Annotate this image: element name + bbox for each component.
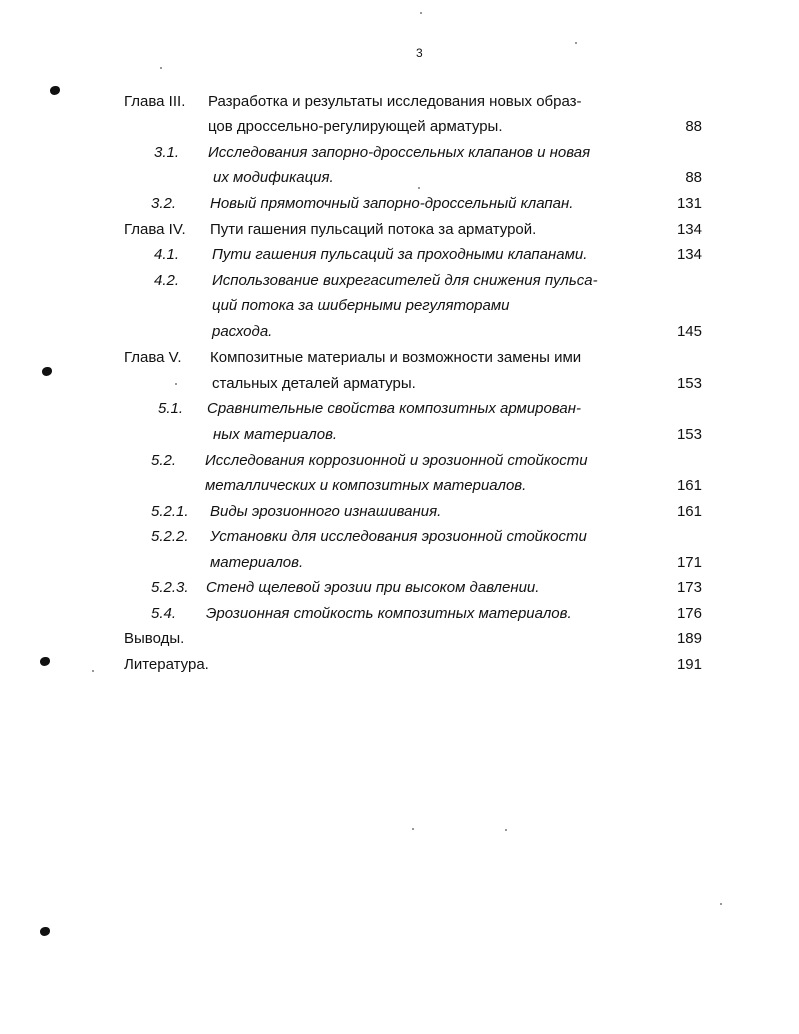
toc-text-4-2-line-1: Использование вихрегасителей для снижения пульса- [212, 272, 598, 289]
toc-label-5-2-3: 5.2.3. [151, 579, 189, 596]
toc-text-5-4: Эрозионная стойкость композитных материалов. [206, 605, 572, 622]
scan-speck [418, 187, 420, 189]
toc-text-4-2-line-2: ций потока за шиберными регуляторами [212, 297, 510, 314]
scan-blot [42, 367, 52, 376]
toc-page-5-2-3: 173 [676, 579, 702, 596]
toc-label-chapter-3: Глава III. [124, 93, 186, 110]
page-number: 3 [416, 46, 423, 60]
scan-speck [720, 903, 722, 905]
toc-text-4-1: Пути гашения пульсаций за проходными клапанами. [212, 246, 588, 263]
scan-blot [40, 657, 50, 666]
scan-speck [420, 12, 422, 14]
toc-page-3-1: 88 [685, 169, 702, 186]
scan-speck [92, 670, 94, 672]
toc-text-chapter-4: Пути гашения пульсаций потока за арматурой. [210, 221, 537, 238]
scan-speck [412, 828, 414, 830]
toc-page-4-2: 145 [676, 323, 702, 340]
toc-page-3-2: 131 [676, 195, 702, 212]
toc-page-conclusions: 189 [676, 630, 702, 647]
toc-text-4-2-line-3: расхода. [212, 323, 273, 340]
toc-page-chapter-3: 88 [685, 118, 702, 135]
toc-page-5-2: 161 [676, 477, 702, 494]
toc-label-chapter-4: Глава IV. [124, 221, 186, 238]
toc-text-5-1-line-1: Сравнительные свойства композитных армирован- [207, 400, 581, 417]
toc-label-5-1: 5.1. [158, 400, 184, 417]
scan-speck [575, 42, 577, 44]
scan-speck [175, 383, 177, 385]
toc-text-chapter-5-line-1: Композитные материалы и возможности замены ими [210, 349, 582, 366]
toc-label-references: Литература. [124, 656, 209, 673]
toc-label-4-2: 4.2. [154, 272, 180, 289]
toc-text-5-2-line-2: металлических и композитных материалов. [205, 477, 527, 494]
toc-text-5-2-1: Виды эрозионного изнашивания. [210, 503, 442, 520]
toc-page-5-2-2: 171 [676, 554, 702, 571]
toc-page-chapter-5: 153 [676, 375, 702, 392]
toc-label-5-2: 5.2. [151, 452, 177, 469]
toc-label-3-2: 3.2. [151, 195, 177, 212]
toc-text-3-1-line-1: Исследования запорно-дроссельных клапанов и новая [208, 144, 591, 161]
toc-page-5-1: 153 [676, 426, 702, 443]
toc-page-5-2-1: 161 [676, 503, 702, 520]
scan-blot [50, 86, 60, 95]
toc-text-5-2-3: Стенд щелевой эрозии при высоком давлении. [206, 579, 540, 596]
toc-text-chapter-5-line-2: стальных деталей арматуры. [212, 375, 416, 392]
toc-text-5-1-line-2: ных материалов. [213, 426, 338, 443]
toc-text-3-1-line-2: их модификация. [213, 169, 334, 186]
toc-page-references: 191 [676, 656, 702, 673]
scan-speck [160, 67, 162, 69]
toc-label-5-2-1: 5.2.1. [151, 503, 189, 520]
toc-text-3-2: Новый прямоточный запорно-дроссельный клапан. [210, 195, 574, 212]
toc-text-chapter-3-line-1: Разработка и результаты исследования новых образ- [208, 93, 582, 110]
toc-text-5-2-line-1: Исследования коррозионной и эрозионной стойкости [205, 452, 588, 469]
toc-page-chapter-4: 134 [676, 221, 702, 238]
scan-speck [505, 829, 507, 831]
toc-text-chapter-3-line-2: цов дроссельно-регулирующей арматуры. [208, 118, 503, 135]
toc-label-5-4: 5.4. [151, 605, 177, 622]
toc-page-5-4: 176 [676, 605, 702, 622]
toc-label-chapter-5: Глава V. [124, 349, 182, 366]
toc-label-3-1: 3.1. [154, 144, 180, 161]
toc-label-5-2-2: 5.2.2. [151, 528, 189, 545]
toc-label-4-1: 4.1. [154, 246, 180, 263]
toc-text-5-2-2-line-1: Установки для исследования эрозионной стойкости [210, 528, 587, 545]
scan-blot [40, 927, 50, 936]
toc-label-conclusions: Выводы. [124, 630, 185, 647]
toc-page-4-1: 134 [676, 246, 702, 263]
toc-text-5-2-2-line-2: материалов. [210, 554, 304, 571]
